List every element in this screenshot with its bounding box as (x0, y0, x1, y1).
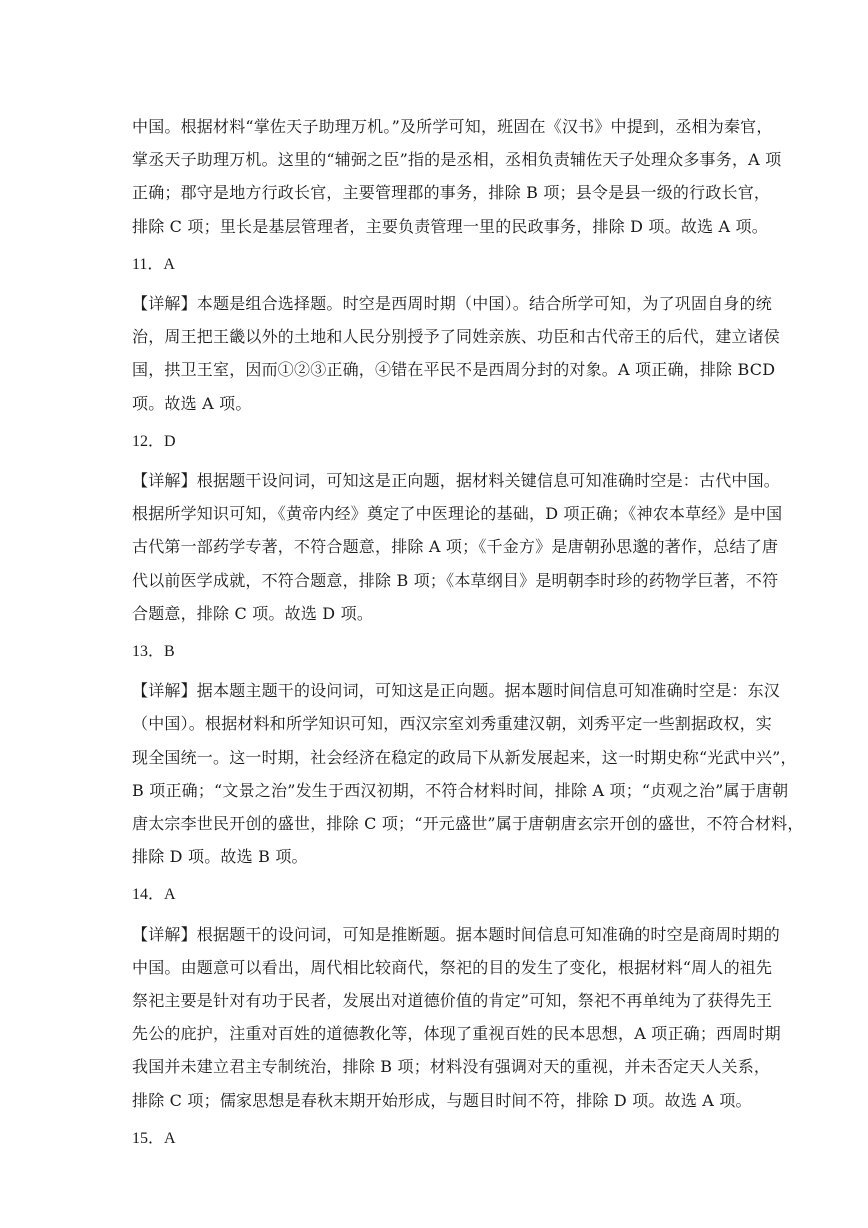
text-line: 掌丞天子助理万机。这里的“辅弼之臣”指的是丞相，丞相负责辅佐天子处理众多事务，A 项 (132, 150, 782, 170)
paragraph-q11-explanation (132, 287, 781, 420)
text-line: 国，拱卫王室，因而①②③正确，④错在平民不是西周分封的对象。A 项正确，排除 BCD (132, 360, 776, 380)
text-line: 排除 C 项；儒家思想是春秋末期开始形成，与题目时间不符，排除 D 项。故选 A 项。 (132, 1090, 752, 1110)
text-line: 治，周王把王畿以外的土地和人民分别授予了同姓亲族、功臣和古代帝王的后代，建立诸侯 (132, 327, 781, 347)
text-line: 古代第一部药学专著，不符合题意，排除 A 项；《千金方》是唐朝孙思邈的著作，总结了唐 (132, 537, 779, 557)
text-line: 代以前医学成就，不符合题意，排除 B 项；《本草纲目》是明朝李时珍的药物学巨著，不符 (132, 570, 779, 590)
answer-explanation-page (132, 110, 804, 1161)
text-line: （中国）。根据材料和所学知识可知，西汉宗室刘秀重建汉朝，刘秀平定一些割据政权，实 (132, 714, 773, 734)
question-number-13: 13．B (132, 643, 175, 661)
text-line: 【详解】根据题干的设问词，可知是推断题。据本题时间信息可知准确的时空是商周时期的 (132, 924, 781, 944)
text-line: 【详解】根据题干设问词，可知这是正向题，据材料关键信息可知准确时空是：古代中国。 (132, 471, 781, 491)
question-number-11: 11．A (132, 255, 175, 273)
text-line: 唐太宗李世民开创的盛世，排除 C 项；“开元盛世”属于唐朝唐玄宗开创的盛世，不符合材料， (132, 814, 804, 834)
question-number-15: 15．A (132, 1129, 176, 1147)
text-line: 合题意，排除 C 项。故选 D 项。 (132, 603, 374, 623)
text-line: 中国。根据材料“掌佐天子助理万机。”及所学可知，班固在《汉书》中提到，丞相为秦官， (132, 117, 773, 136)
paragraph-q13-explanation (132, 674, 804, 873)
text-line: 排除 C 项；里长是基层管理者，主要负责管理一里的民政事务，排除 D 项。故选 A 项。 (132, 216, 768, 236)
text-line: 中国。由题意可以看出，周代相比较商代，祭祀的目的发生了变化，根据材料“周人的祖先 (132, 957, 773, 977)
text-line: 【详解】本题是组合选择题。时空是西周时期（中国）。结合所学可知，为了巩固自身的统 (132, 294, 773, 314)
question-number-14: 14．A (132, 886, 176, 904)
paragraph-q10-explanation-continued (132, 110, 782, 243)
text-line: 正确；郡守是地方行政长官，主要管理郡的事务，排除 B 项；县令是县一级的行政长官， (132, 183, 771, 203)
paragraph-q12-explanation (132, 464, 783, 630)
text-line: 祭祀主要是针对有功于民者，发展出对道德价值的肯定”可知，祭祀不再单纯为了获得先王 (132, 991, 773, 1011)
paragraph-q14-explanation (132, 918, 781, 1117)
text-line: 项。故选 A 项。 (132, 393, 252, 413)
text-line: 根据所学知识可知，《黄帝内经》奠定了中医理论的基础，D 项正确；《神农本草经》是中国 (132, 504, 783, 524)
text-line: 先公的庇护，注重对百姓的道德教化等，体现了重视百姓的民本思想，A 项正确；西周时期 (132, 1024, 781, 1044)
question-number-12: 12．D (132, 432, 176, 450)
text-line: 现全国统一。这一时期，社会经济在稳定的政局下从新发展起来，这一时期史称“光武中兴”， (132, 747, 797, 767)
text-line: 【详解】据本题主题干的设问词，可知这是正向题。据本题时间信息可知准确时空是：东汉 (132, 681, 781, 701)
text-line: B 项正确；“文景之治”发生于西汉初期，不符合材料时间，排除 A 项；“贞观之治”属于唐朝 (132, 780, 789, 800)
text-line: 我国并未建立君主专制统治，排除 B 项；材料没有强调对天的重视，并未否定天人关系， (132, 1057, 771, 1077)
text-line: 排除 D 项。故选 B 项。 (132, 847, 308, 867)
